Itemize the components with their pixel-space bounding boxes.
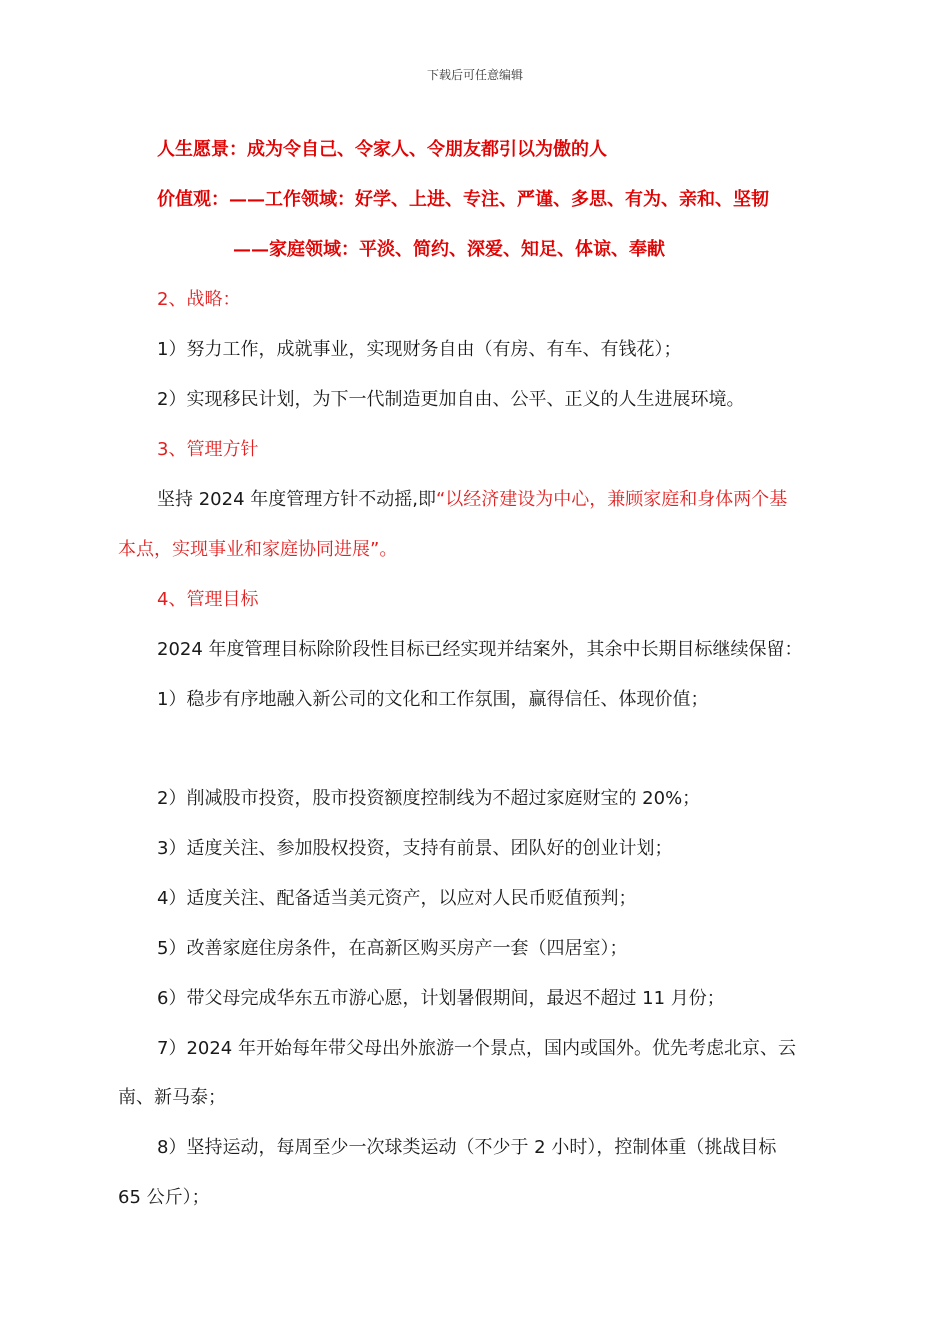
goal-item: 6）带父母完成华东五市游心愿，计划暑假期间，最迟不超过 11 月份； [157,988,725,1009]
strategy-item: 1）努力工作，成就事业，实现财务自由（有房、有车、有钱花）； [157,339,682,360]
policy-paragraph-line1 [157,488,787,512]
goals-heading: 4、管理目标 [157,589,259,610]
page-header: 下载后可任意编辑 [426,68,523,82]
policy-heading: 3、管理方针 [157,439,259,460]
policy-quote-line2: 本点，实现事业和家庭协同进展”。 [118,539,398,560]
policy-quote: “以经济建设为中心，兼顾家庭和身体两个基 [435,489,788,510]
goal-item: 2）削减股市投资，股市投资额度控制线为不超过家庭财宝的 20%； [157,788,701,809]
strategy-heading: 2、战略： [157,289,241,310]
goal-item: 4）适度关注、配备适当美元资产，以应对人民币贬值预判； [157,888,637,909]
life-vision: 人生愿景：成为令自己、令家人、令朋友都引以为傲的人 [157,139,607,160]
goal-item: 7）2024 年开始每年带父母出外旅游一个景点，国内或国外。优先考虑北京、云 [157,1038,796,1059]
goals-intro: 2024 年度管理目标除阶段性目标已经实现并结案外，其余中长期目标继续保留： [157,639,803,660]
goal-item-continued: 65 公斤）； [118,1187,210,1208]
policy-prefix: 坚持 2024 年度管理方针不动摇,即 [157,489,436,510]
strategy-item: 2）实现移民计划，为下一代制造更加自由、公平、正义的人生进展环境。 [157,389,745,410]
goal-item: 3）适度关注、参加股权投资，支持有前景、团队好的创业计划； [157,838,673,859]
values-work: 价值观：——工作领域：好学、上进、专注、严谨、多思、有为、亲和、坚韧 [157,189,769,210]
goal-item: 5）改善家庭住房条件，在高新区购买房产一套（四居室）； [157,938,628,959]
goal-item-continued: 南、新马泰； [118,1087,226,1108]
values-family: ——家庭领域：平淡、简约、深爱、知足、体谅、奉献 [233,239,665,260]
goal-item: 8）坚持运动，每周至少一次球类运动（不少于 2 小时），控制体重（挑战目标 [157,1137,777,1158]
goal-item: 1）稳步有序地融入新公司的文化和工作氛围，赢得信任、体现价值； [157,689,709,710]
